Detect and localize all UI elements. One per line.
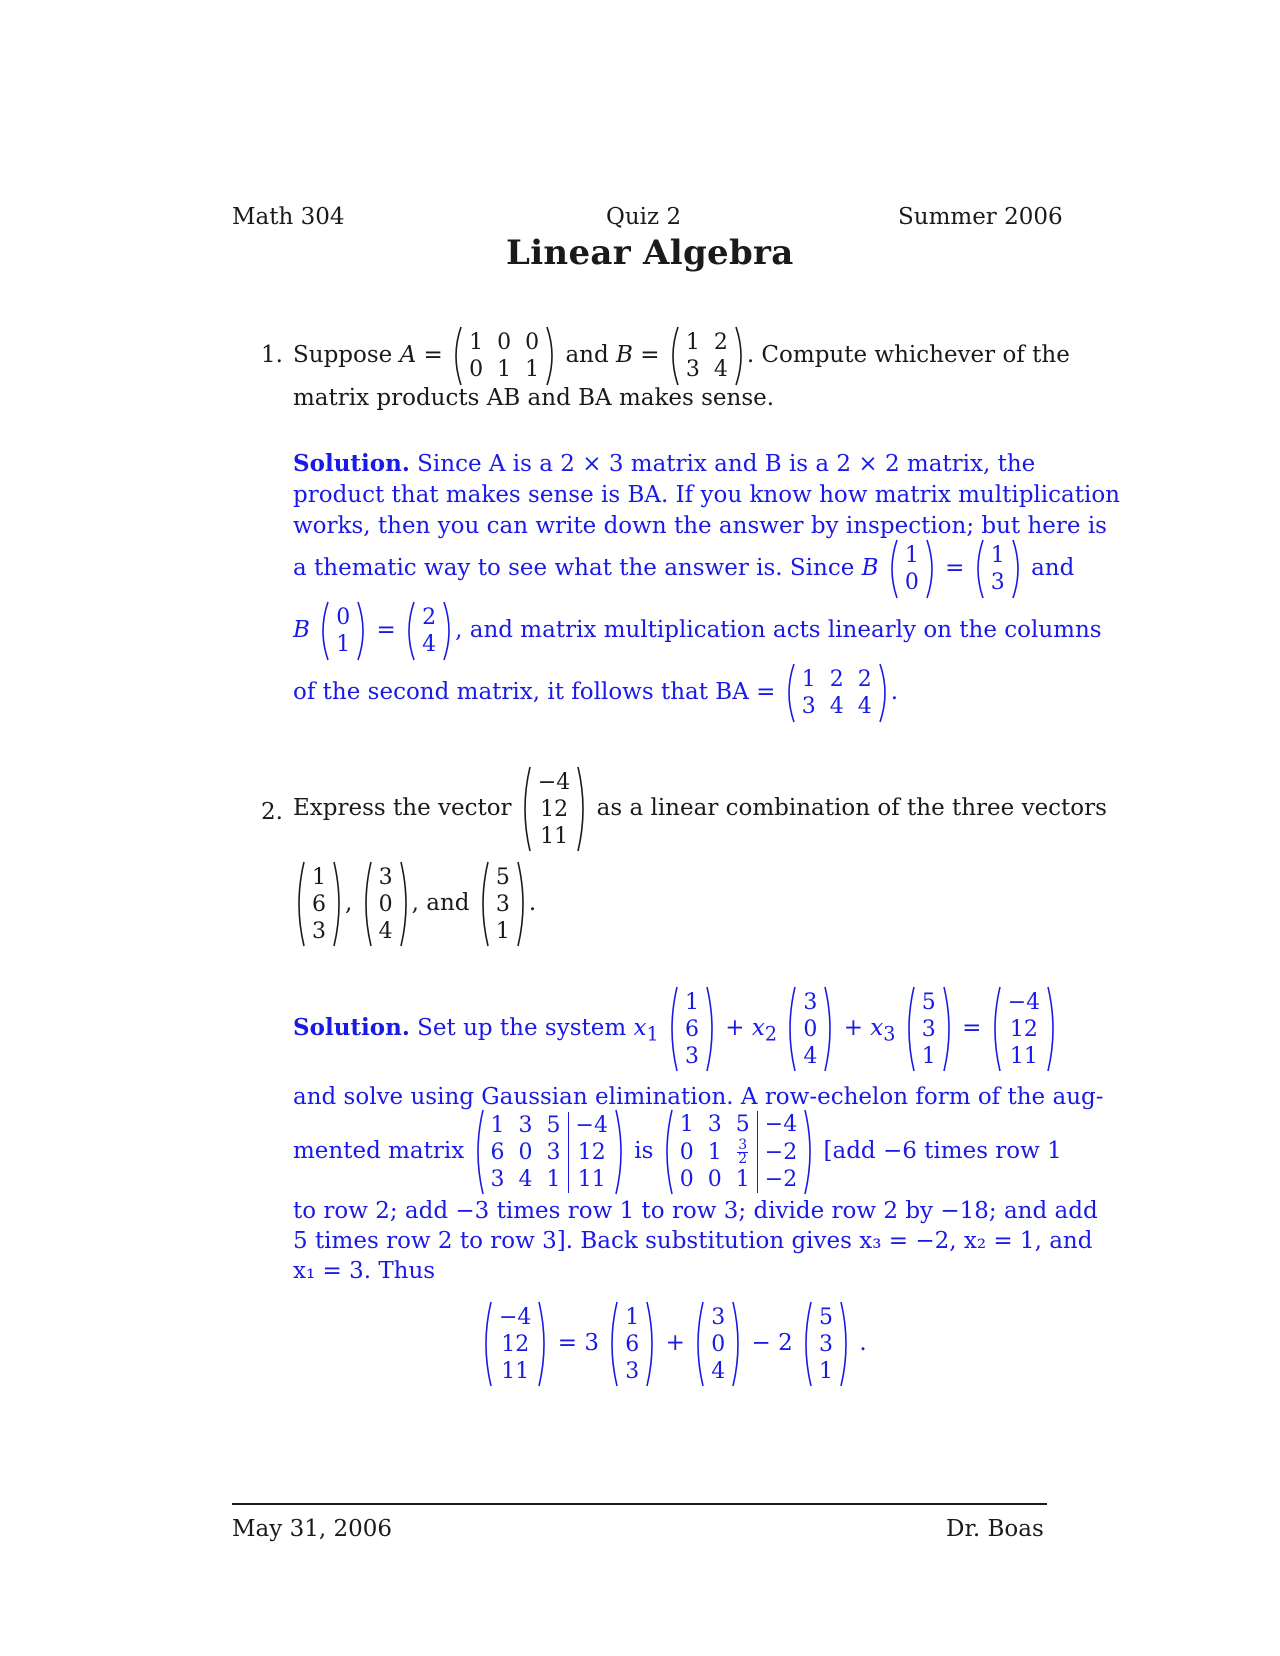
q1-eq1: = [423,342,443,368]
s1-label: Solution. [293,450,410,477]
s1-line3: works, then you can write down the answer by inspection; but here is [293,513,1107,539]
q2-line2: 1 6 3 , 3 0 4 , and 5 3 1 . [293,860,536,948]
footer-rule [232,1503,1047,1505]
s2-v3: 5 3 1 [903,985,955,1073]
final-v2: 3 0 4 [692,1300,744,1388]
matrix-BA: 1 2 2 3 4 4 [783,662,891,724]
matrix-A: 1 0 0 0 1 1 [450,325,558,387]
s2-line5: 5 times row 2 to row 3]. Back substitution gives x₃ = −2, x₂ = 1, and [293,1228,1093,1254]
s2-line1: Solution. Set up the system $x_1$ 1 6 3 + $x_2$ 3 0 4 + $x_3$ 5 3 1 = −4 12 11 [293,985,1059,1073]
vector-Be1: 1 3 [972,538,1024,600]
s1-line1: Solution. Since A is a 2 × 3 matrix and B is a 2 × 2 matrix, the [293,450,1036,477]
q1-A: A [399,342,417,368]
augmented-matrix: 1 3 5 −4 6 0 3 12 3 4 1 11 [472,1108,627,1196]
vector-target: −4 12 11 [519,765,589,853]
row-echelon-matrix: 1 3 5 −4 0 1 $\frac{3}{2}$ −2 0 0 1 −2 [661,1108,816,1196]
term-label: Summer 2006 [898,204,1063,230]
q2-line1: Express the vector −4 12 11 as a linear combination of the three vectors [293,765,1107,853]
q1-text1: Suppose [293,342,393,368]
s2-label: Solution. [293,1014,410,1041]
s1-line5: B 0 1 = 2 4 , and matrix multiplication acts linearly on the columns [293,600,1102,662]
q2-number: 2. [261,799,283,825]
s2-v2: 3 0 4 [784,985,836,1073]
quiz-label: Quiz 2 [606,204,682,230]
s1-B: B [861,555,879,581]
final-target: −4 12 11 [480,1300,550,1388]
s2-line2: and solve using Gaussian elimination. A row-echelon form of the aug- [293,1084,1104,1110]
q1-and: and [565,342,609,368]
vector-v3: 5 3 1 [477,860,529,948]
q1-line2: matrix products AB and BA makes sense. [293,385,775,411]
s1-line6: of the second matrix, it follows that BA = 1 2 2 3 4 4 . [293,662,898,724]
s2-line3: mented matrix 1 3 5 −4 6 0 3 12 3 4 1 11 is 1 3 5 −4 0 1 $\frac{3}{2}$ −2 0 0 1 −2 [add −6 times row 1 [293,1108,1062,1196]
final-v1: 1 6 3 [606,1300,658,1388]
s2-target: −4 12 11 [989,985,1059,1073]
final-equation: −4 12 11 = 3 1 6 3 + 3 0 4 − 2 5 3 1 . [480,1300,867,1388]
s1-line4: a thematic way to see what the answer is. Since B 1 0 = 1 3 and [293,538,1074,600]
q1-B: B [616,342,633,368]
vector-e1: 1 0 [886,538,938,600]
matrix-B: 1 2 3 4 [667,325,747,387]
q1-eq2: = [640,342,660,368]
q1-text2: . Compute whichever of the [746,342,1070,368]
vector-v1: 1 6 3 [293,860,345,948]
fraction-3-2: $\frac{3}{2}$ [738,1136,748,1167]
q1-number: 1. [261,342,283,368]
s2-line6: x₁ = 3. Thus [293,1258,436,1284]
footer-author: Dr. Boas [946,1516,1044,1542]
q1-line1 [293,325,1070,387]
vector-v2: 3 0 4 [360,860,412,948]
s2-line4: to row 2; add −3 times row 1 to row 3; divide row 2 by −18; and add [293,1198,1098,1224]
s2-v1: 1 6 3 [666,985,718,1073]
course-label: Math 304 [232,204,345,230]
s1-line2: product that makes sense is BA. If you know how matrix multiplication [293,482,1120,508]
final-v3: 5 3 1 [800,1300,852,1388]
footer-date: May 31, 2006 [232,1516,392,1542]
vector-Be2: 2 4 [403,600,455,662]
vector-e2: 0 1 [317,600,369,662]
page-title: Linear Algebra [506,233,794,273]
